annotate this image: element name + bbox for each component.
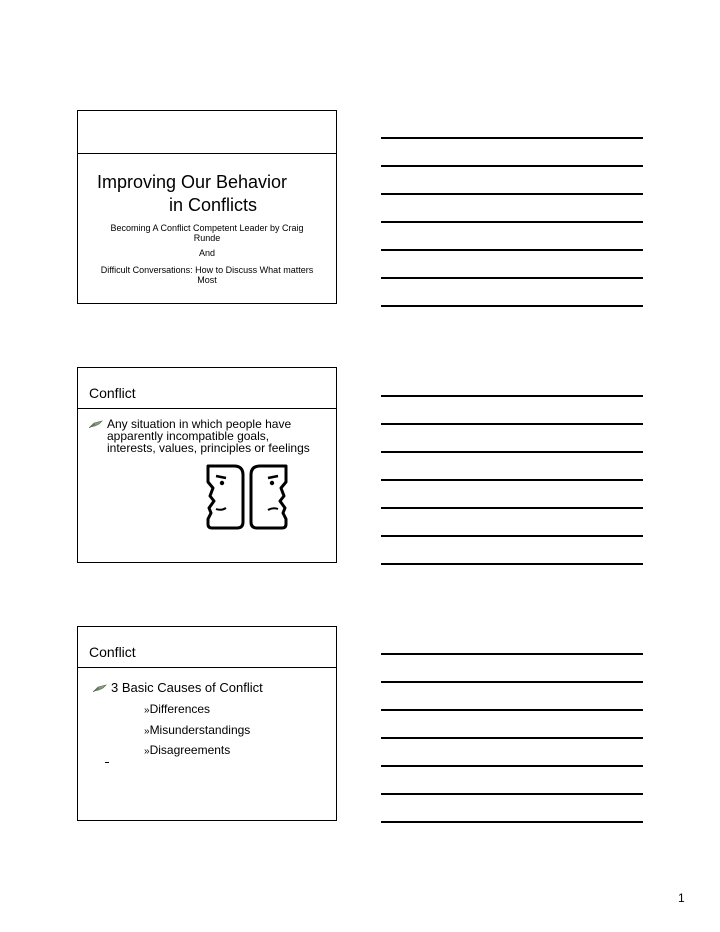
note-line [381,423,643,425]
slide-3-header [78,627,336,668]
note-line [381,221,643,223]
note-line [381,821,643,823]
two-faces-icon [204,464,290,530]
slide-1-title [78,171,336,217]
subitem-marker: » [144,726,150,737]
note-line [381,451,643,453]
slide-2-bullet-text: Any situation in which people have apparently incompatible goals, interests, values, principles or feelings [107,417,310,455]
slide-1-title-line-1: Improving Our Behavior [96,172,288,192]
page-number: 1 [678,891,685,905]
slide-2 [77,367,337,563]
slide-1-title-line-2: in Conflicts [168,195,258,215]
subitem-text: Disagreements [149,743,231,757]
note-line [381,653,643,655]
subitem-text: Differences [149,702,211,716]
note-line [381,535,643,537]
slide-3-subitem [144,723,250,737]
note-line [381,137,643,139]
note-line [381,193,643,195]
note-line [381,395,643,397]
note-line [381,277,643,279]
subitem-marker: » [144,705,150,716]
note-line [381,709,643,711]
slide-1 [77,110,337,304]
note-line [381,165,643,167]
note-line [381,681,643,683]
subitem-marker: » [144,746,150,757]
note-line [381,479,643,481]
quill-bullet-icon [93,684,107,692]
note-line [381,563,643,565]
slide-3 [77,626,337,821]
subitem-text: Misunderstandings [149,723,251,737]
note-line [381,305,643,307]
note-line [381,249,643,251]
slide-1-subtitle-1: Becoming A Conflict Competent Leader by Craig Runde [110,223,304,243]
slide-2-bullet [89,418,319,454]
slide-1-subtitle-2: And [198,248,215,258]
slide-1-header-band [78,111,336,154]
note-line [381,737,643,739]
trailing-dash-mark [105,762,109,763]
slide-3-bullet-text: 3 Basic Causes of Conflict [111,680,263,695]
slide-3-subitem [144,702,210,716]
slide-1-subtitle-3: Difficult Conversations: How to Discuss What matters Most [100,265,314,285]
note-line [381,507,643,509]
slide-2-header [78,368,336,409]
note-line [381,765,643,767]
slide-3-subitem [144,743,230,757]
quill-bullet-icon [89,420,103,428]
slide-2-heading: Conflict [89,385,136,401]
note-line [381,793,643,795]
slide-3-heading: Conflict [89,644,136,660]
